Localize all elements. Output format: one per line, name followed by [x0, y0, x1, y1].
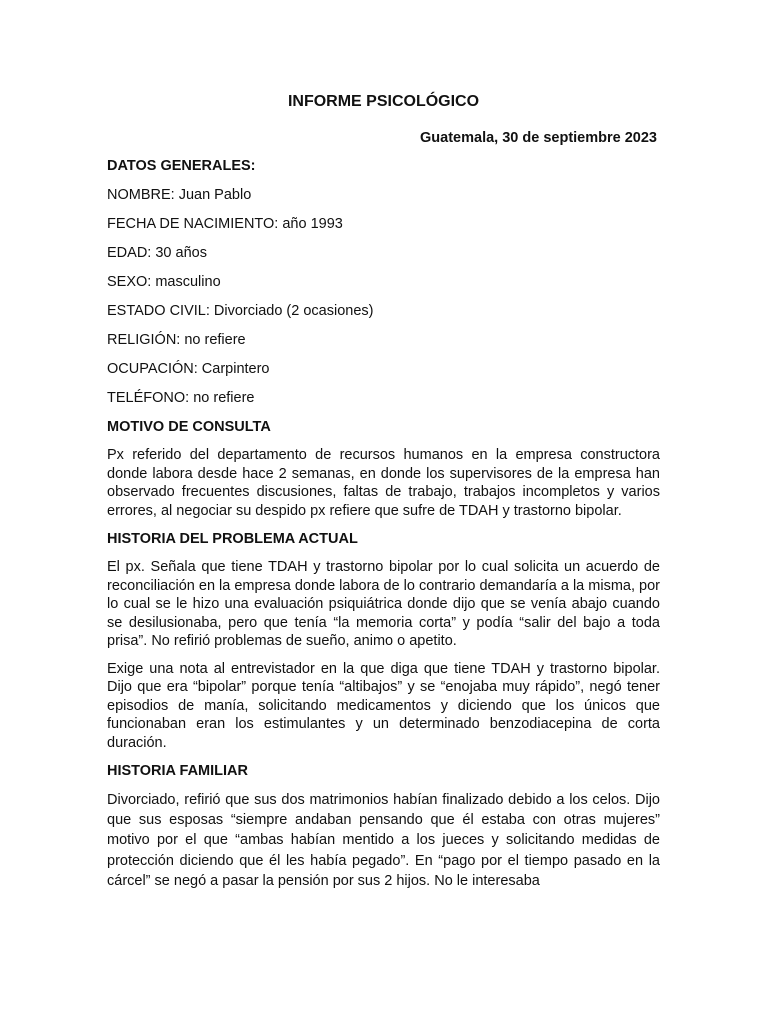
paragraph-motivo-consulta: Px referido del departamento de recursos humanos en la empresa constructora donde labora desde hace 2 semanas, en donde los supervisores de la empresa han observado frecuentes discusiones, faltas de trabajo, trabajos incompletos y varios errores, al negociar su despido px refiere que sufre de TDAH y trastorno bipolar.	[107, 447, 660, 519]
field-nombre: NOMBRE: Juan Pablo	[107, 187, 252, 203]
field-sexo: SEXO: masculino	[107, 274, 221, 290]
document-page	[107, 90, 660, 900]
field-estado-civil: ESTADO CIVIL: Divorciado (2 ocasiones)	[107, 303, 374, 319]
section-heading-datos-generales: DATOS GENERALES:	[107, 158, 256, 174]
paragraph-historia-problema-2: Exige una nota al entrevistador en la que diga que tiene TDAH y trastorno bipolar. Dijo que era “bipolar” porque tenía “altibajos” y se “enojaba muy rápido”, negó tener episodios de manía, solicitando medicamentos y diciendo que los únicos que funcionaban eran los estimulantes y un determinado benzodiacepina de corta duración.	[107, 660, 660, 751]
section-heading-historia-problema: HISTORIA DEL PROBLEMA ACTUAL	[107, 531, 358, 547]
section-heading-historia-familiar: HISTORIA FAMILIAR	[107, 763, 248, 779]
field-telefono: TELÉFONO: no refiere	[107, 390, 255, 406]
field-fecha-nacimiento: FECHA DE NACIMIENTO: año 1993	[107, 216, 343, 232]
field-ocupacion: OCUPACIÓN: Carpintero	[107, 361, 270, 377]
document-title: INFORME PSICOLÓGICO	[287, 93, 480, 110]
field-edad: EDAD: 30 años	[107, 245, 207, 261]
paragraph-historia-familiar: Divorciado, refirió que sus dos matrimonios habían finalizado debido a los celos. Dijo que sus esposas “siempre andaban pensando que él estaba con otras mujeres” motivo por el que “ambas habían mentido a los jueces y solicitando medidas de protección diciendo que él les había pegado”. En “pago por el tiempo pasado en la cárcel” se negó a pasar la pensión por sus 2 hijos. No le interesaba	[107, 792, 660, 889]
paragraph-historia-problema-1: El px. Señala que tiene TDAH y trastorno bipolar por lo cual solicita un acuerdo de reconciliación en la empresa donde labora de lo contrario demandaría a la misma, por lo cual se le hizo una evaluación psiquiátrica donde dijo que se venía abajo cuando se desilusionaba, pero que tenía “la memoria corta” y podía “salir del bajo a toda prisa”. No refirió problemas de sueño, animo o apetito.	[107, 559, 660, 649]
document-date: Guatemala, 30 de septiembre 2023	[420, 130, 657, 146]
section-heading-motivo-consulta: MOTIVO DE CONSULTA	[107, 419, 271, 435]
field-religion: RELIGIÓN: no refiere	[107, 332, 246, 348]
